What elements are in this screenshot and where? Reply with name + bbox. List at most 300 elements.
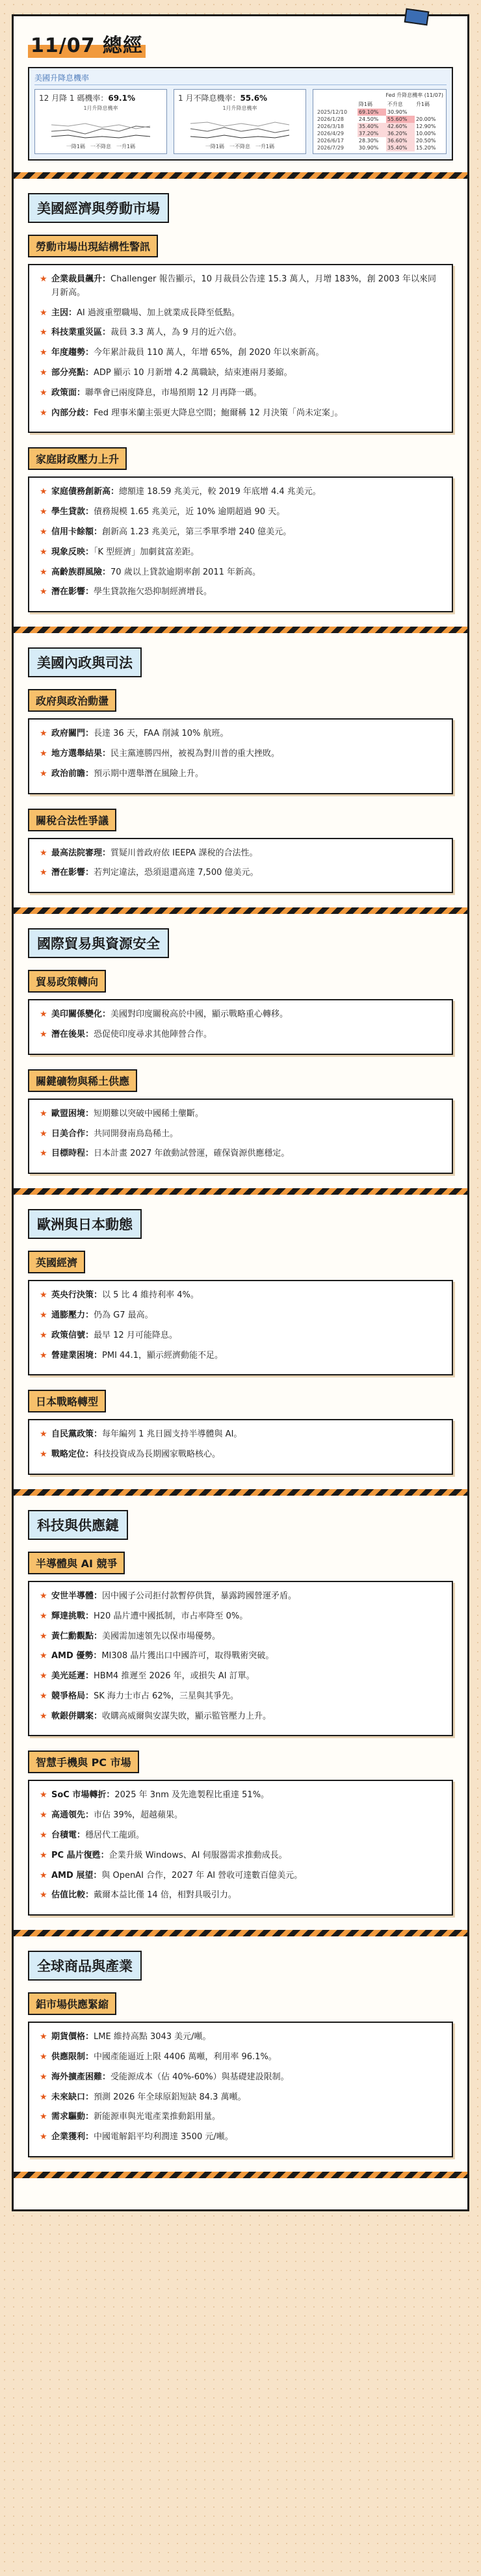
odds-cell: 2026/1/28 [317,116,344,122]
odds-row [316,137,443,144]
list-item [40,407,441,421]
item-label: 歐盟困境： [51,1108,94,1119]
star-icon: ★ [40,1029,47,1039]
item-label: 政治前瞻： [51,768,94,779]
item-body: 每年編列 1 兆日圓支持半導體與 AI。 [102,1429,242,1440]
subsection [28,235,453,433]
subsection [28,447,453,612]
item-text [51,1028,441,1042]
item-label: 信用卡餘額： [51,527,103,537]
subsection-title: 勞動市場出現結構性警訊 [28,235,158,257]
list-item [40,748,441,761]
list-item [40,2071,441,2085]
star-icon: ★ [40,1790,47,1801]
item-body: HBM4 推遲至 2026 年，或損失 AI 訂單。 [94,1671,255,1682]
dec-cut-card [34,89,167,154]
item-label: AMD 優勢： [51,1651,102,1661]
item-text [51,2031,441,2044]
item-body: 新能源車與光電產業推動鋁用量。 [94,2112,221,2122]
item-label: 台積電： [51,1830,86,1841]
odds-cell: 30.90% [387,109,408,115]
star-icon: ★ [40,1128,47,1139]
odds-cell: 15.20% [415,145,436,151]
odds-cell: 28.30% [358,138,379,144]
item-text [51,1128,441,1141]
list-item [40,1128,441,1141]
item-label: 估值比較： [51,1890,94,1901]
item-label: 英央行決策： [51,1290,103,1301]
odds-cell: 12.90% [415,124,436,129]
item-body: 科技投資成為長期國家戰略核心。 [94,1450,221,1460]
star-icon: ★ [40,567,47,577]
subsection [28,809,453,894]
star-icon: ★ [40,868,47,878]
item-body: 共同開發南鳥島稀土。 [94,1128,179,1139]
star-icon: ★ [40,2052,47,2062]
jan-hold-card [174,89,306,154]
item-text [51,1849,441,1863]
item-text [51,1789,441,1802]
item-label: 競爭格局： [51,1691,94,1701]
item-body: 收購高威爾與安謀失敗，顯示監管壓力上升。 [102,1711,272,1721]
star-icon: ★ [40,1631,47,1641]
list-item [40,1309,441,1323]
star-icon: ★ [40,1810,47,1821]
item-label: 輝達挑戰： [51,1611,94,1621]
item-text [51,506,441,519]
item-text [51,2111,441,2124]
subsection [28,1552,453,1737]
hazard-stripe-divider [14,1930,467,1936]
item-text [51,1710,441,1724]
item-body: 總額達 18.59 兆美元，較 2019 年底增 4.4 兆美元。 [119,487,321,497]
item-label: 目標時程： [51,1149,94,1159]
list-item [40,1289,441,1303]
item-label: 軟銀併購案： [51,1711,103,1721]
star-icon: ★ [40,547,47,557]
item-text [51,1829,441,1843]
item-body: 2025 年 3nm 及先進製程比重達 51%。 [114,1790,270,1801]
list-item [40,387,441,400]
item-body: 企業升級 Windows、AI 伺服器需求推動成長。 [109,1850,287,1860]
subsection-title: 半導體與 AI 競爭 [28,1552,125,1574]
list-item [40,506,441,519]
list-item [40,1147,441,1161]
mini-line-chart [178,112,302,143]
item-label: 通膨壓力： [51,1310,94,1320]
item-text [51,727,441,741]
subsection-title: 政府與政治動盪 [28,689,116,712]
list-item [40,367,441,380]
banner-label: 美國升降息機率 [34,72,447,85]
star-icon: ★ [40,1890,47,1901]
item-body: 受能源成本（佔 40%-60%）與基礎建設限制。 [110,2072,289,2082]
item-body: 最早 12 月可能降息。 [94,1330,177,1340]
item-body: 美國對印度關稅高於中國，顯示戰略重心轉移。 [110,1009,289,1020]
star-icon: ★ [40,487,47,497]
item-text [51,768,441,781]
item-body: 創新高 1.23 兆美元，第三季單季增 240 億美元。 [102,527,292,537]
list-item [40,1789,441,1802]
report-sheet [12,14,469,2211]
bullet-card [28,264,453,433]
item-text [51,486,441,499]
item-text [51,546,441,560]
odds-cell: 2026/4/29 [317,131,344,137]
item-label: 內部分歧： [51,408,94,418]
item-text [51,1349,441,1363]
item-text [51,307,441,320]
mini-chart-legend: 一降1碼 一不降息 一升1碼 [205,144,275,150]
star-icon: ★ [40,2032,47,2042]
item-text [51,346,441,360]
item-text [51,1108,441,1121]
item-text [51,326,441,340]
bullet-card [28,1280,453,1375]
item-text [51,847,441,861]
hazard-stripe-divider [14,1188,467,1195]
item-body: PMI 44.1，顯示經濟動能不足。 [102,1350,223,1360]
list-item [40,1590,441,1604]
odds-row [316,123,443,130]
item-text [51,1610,441,1624]
list-item [40,1610,441,1624]
item-body: 仍為 G7 最高。 [94,1310,153,1320]
item-text [51,407,441,421]
item-label: 需求驅動： [51,2112,94,2122]
item-text [51,1448,441,1462]
star-icon: ★ [40,1671,47,1682]
odds-cell: 36.20% [386,130,415,137]
bullet-card [28,838,453,894]
mini-line-chart [39,112,162,143]
item-body: 民主黨連勝四州，被視為對川普的重大挫敗。 [110,748,280,759]
item-label: 海外擴產困難： [51,2072,111,2082]
list-item [40,1670,441,1684]
subsection-title: 英國經濟 [28,1251,85,1273]
item-body: 中國產能逼近上限 4406 萬噸，利用率 96.1%。 [94,2052,277,2062]
list-item [40,1108,441,1121]
star-icon: ★ [40,2072,47,2082]
subsection [28,1992,453,2157]
item-text [51,1690,441,1704]
item-text [51,367,441,380]
star-icon: ★ [40,1870,47,1880]
star-icon: ★ [40,307,47,318]
item-body: Fed 理事米蘭主張更大降息空間；鮑爾稱 12 月決策「尚未定案」。 [94,408,343,418]
item-body: 中國電解鋁平均利潤達 3500 元/噸。 [94,2132,233,2142]
list-item [40,1650,441,1663]
item-text [51,526,441,540]
item-body: 戴爾本益比僅 14 倍，相對具吸引力。 [94,1890,237,1901]
item-text [51,2051,441,2064]
odds-cell: 42.60% [386,123,415,130]
section-title: 全球商品與產業 [28,1951,142,1981]
star-icon: ★ [40,328,47,338]
subsection [28,1251,453,1375]
item-label: 主因： [51,307,77,318]
list-item [40,1008,441,1022]
item-text [51,1309,441,1323]
list-item [40,1889,441,1903]
list-item [40,1428,441,1442]
subsection-title: 關鍵礦物與稀土供應 [28,1069,137,1092]
item-label: 企業獲利： [51,2132,94,2142]
odds-cell: 30.90% [358,145,379,151]
item-label: SoC 市場轉折： [51,1790,115,1801]
star-icon: ★ [40,1651,47,1661]
list-item [40,1710,441,1724]
item-body: 長達 36 天，FAA 削減 10% 航班。 [94,729,229,739]
list-item [40,307,441,320]
item-label: 現象反映： [51,547,94,557]
item-text [51,2091,441,2105]
list-item [40,866,441,880]
item-body: 今年累計裁員 110 萬人，年增 65%，創 2020 年以來新高。 [94,348,324,358]
list-item [40,2031,441,2044]
mini-chart-title: 1月升降息機率 [222,105,257,111]
item-label: AMD 展望： [51,1870,102,1880]
item-text [51,1809,441,1823]
star-icon: ★ [40,748,47,759]
item-label: 政策信號： [51,1330,94,1340]
odds-cell: 20.50% [415,138,436,144]
section-title: 歐洲與日本動態 [28,1209,142,1239]
star-icon: ★ [40,1330,47,1340]
subsection-title: 家庭財政壓力上升 [28,447,127,470]
item-body: 「K 型經濟」加劇貧富差距。 [94,547,200,557]
star-icon: ★ [40,1290,47,1301]
item-body: 以 5 比 4 維持利率 4%。 [102,1290,199,1301]
section-title: 國際貿易與資源安全 [28,928,169,958]
odds-cell: 20.00% [415,116,436,122]
item-body: ADP 顯示 10 月新增 4.2 萬職缺，結束連兩月萎縮。 [94,367,292,378]
hazard-stripe-divider [14,1489,467,1496]
odds-cell [415,109,443,116]
item-body: 預示期中選舉潛在風險上升。 [94,768,204,779]
odds-cell: 2026/3/18 [317,124,344,129]
list-item [40,1349,441,1363]
item-text [51,1650,441,1663]
rate-probability-banner [28,67,453,161]
item-text [51,1329,441,1343]
item-body: 預測 2026 年全球原鋁短缺 84.3 萬噸。 [94,2092,246,2102]
mini-chart-title: 1月升降息機率 [83,105,118,111]
list-item [40,586,441,599]
list-item [40,847,441,861]
odds-row [316,116,443,123]
mini-chart-legend: 一降1碼 一不降息 一升1碼 [66,144,136,150]
item-label: 戰略定位： [51,1450,94,1460]
item-label: 美光延遲： [51,1671,94,1682]
item-body: 美國需加速領先以保市場優勢。 [102,1631,221,1641]
odds-cell: 69.10% [358,109,386,116]
odds-cell: 24.50% [358,116,379,122]
item-label: 科技業重災區： [51,328,111,338]
star-icon: ★ [40,1149,47,1159]
list-item [40,2111,441,2124]
star-icon: ★ [40,507,47,517]
star-icon: ★ [40,1108,47,1119]
item-label: 年度趨勢： [51,348,94,358]
item-label: 政策面： [51,387,86,398]
star-icon: ★ [40,1691,47,1701]
star-icon: ★ [40,1711,47,1721]
hazard-stripe-divider [14,172,467,179]
star-icon: ★ [40,387,47,398]
bullet-card [28,1419,453,1475]
item-label: PC 晶片復甦： [51,1850,109,1860]
list-item [40,1809,441,1823]
star-icon: ★ [40,1450,47,1460]
item-text [51,1630,441,1644]
hazard-stripe-divider [14,627,467,633]
list-item [40,486,441,499]
bullet-card [28,999,453,1055]
star-icon: ★ [40,587,47,597]
item-body: SK 海力士市占 62%，三星與其爭先。 [94,1691,239,1701]
odds-cell: 2026/7/29 [317,145,344,151]
item-text [51,1889,441,1903]
subsection-title: 日本戰略轉型 [28,1390,106,1412]
item-label: 部分亮點： [51,367,94,378]
star-icon: ★ [40,2112,47,2122]
bullet-card [28,1099,453,1174]
list-item [40,768,441,781]
item-text [51,866,441,880]
subsection-title: 關稅合法性爭議 [28,809,116,831]
subsection-title: 貿易政策轉向 [28,970,106,993]
item-label: 日美合作： [51,1128,94,1139]
list-item [40,546,441,560]
star-icon: ★ [40,527,47,537]
star-icon: ★ [40,274,47,284]
hazard-stripe-divider [14,907,467,914]
item-label: 地方選舉結果： [51,748,111,759]
item-body: 短期難以突破中國稀土壟斷。 [94,1108,204,1119]
item-text [51,2071,441,2085]
list-item [40,1630,441,1644]
item-label: 安世半導體： [51,1591,103,1601]
star-icon: ★ [40,1850,47,1860]
item-body: 日本計畫 2027 年啟動試營運，確保資源供應穩定。 [94,1149,290,1159]
odds-cell: 35.40% [386,144,415,151]
subsection [28,689,453,794]
odds-cell: 36.60% [386,137,415,144]
card-headline: 12 月降 1 碼機率：69.1% [39,94,135,103]
item-text [51,1590,441,1604]
item-text [51,273,441,300]
star-icon: ★ [40,768,47,779]
fed-odds-table: Fed 升降息機率 (11/07) 降1碼 不升息 升1碼 2025/12/10 69.10% 30.90% 2026/1/28 24.50% 55.60% 20.00% 2026/3/18 35.40% 42.60% 12.90% 2026/4/29 37.20% 36.20% 10.00% 2026/6/17 28.30% 36.60% 20.50% 2026/7/29 30.90% 35.40% 15.20% [313,89,447,154]
item-text [51,748,441,761]
subsection [28,1750,453,1916]
star-icon: ★ [40,1830,47,1841]
list-item [40,1849,441,1863]
item-label: 學生貸款： [51,507,94,517]
item-body: 聯準會已兩度降息，市場預期 12 月再降一碼。 [85,387,262,398]
item-label: 未來缺口： [51,2092,94,2102]
item-label: 高齡族群風險： [51,567,111,577]
section-title: 美國經濟與勞動市場 [28,193,169,223]
list-item [40,1869,441,1883]
item-text [51,1289,441,1303]
subsection [28,1390,453,1475]
list-item [40,2051,441,2064]
item-text [51,1428,441,1442]
item-label: 黃仁勳觀點： [51,1631,103,1641]
bullet-card [28,1581,453,1737]
item-text [51,1869,441,1883]
item-label: 潛在影響： [51,587,94,597]
item-body: LME 維持高點 3043 美元/噸。 [94,2032,211,2042]
star-icon: ★ [40,729,47,739]
item-label: 企業裁員飆升： [51,274,111,284]
bullet-card [28,476,453,612]
list-item [40,326,441,340]
list-item [40,1829,441,1843]
list-item [40,2091,441,2105]
odds-cell: 37.20% [358,130,386,137]
list-item [40,526,441,540]
item-body: 若判定違法，恐須退還高達 7,500 億美元。 [94,868,259,878]
odds-cell: 2025/12/10 [317,109,348,115]
item-body: 學生貸款拖欠恐抑制經濟增長。 [94,587,213,597]
item-body: 因中國子公司拒付款暫停供貨，暴露跨國營運矛盾。 [102,1591,297,1601]
star-icon: ★ [40,2092,47,2102]
star-icon: ★ [40,367,47,378]
star-icon: ★ [40,408,47,418]
odds-cell: 2026/6/17 [317,138,344,144]
item-body: 市佔 39%，超越蘋果。 [94,1810,183,1821]
item-body: Challenger 報告顯示，10 月裁員公告達 15.3 萬人，月增 183%，創 2003 年以來同月新高。 [51,274,437,298]
item-body: H20 晶片遭中國抵制，市占率降至 0%。 [94,1611,248,1621]
bullet-card [28,2022,453,2157]
item-body: 質疑川普政府依 IEEPA 課稅的合法性。 [110,848,258,858]
star-icon: ★ [40,1429,47,1440]
card-headline: 1 月不降息機率：55.6% [178,94,268,103]
star-icon: ★ [40,848,47,858]
item-text [51,1147,441,1161]
odds-cell: 55.60% [386,116,415,123]
subsection [28,970,453,1055]
item-text [51,1008,441,1022]
star-icon: ★ [40,1350,47,1360]
star-icon: ★ [40,1009,47,1020]
item-label: 美印關係變化： [51,1009,111,1020]
item-label: 高通領先： [51,1810,94,1821]
list-item [40,566,441,580]
hazard-stripe-divider [14,2172,467,2178]
star-icon: ★ [40,1611,47,1621]
item-text [51,566,441,580]
item-label: 營建業困境： [51,1350,103,1360]
subsection-title: 鋁市場供應緊縮 [28,1992,116,2015]
item-body: 穩居代工龍頭。 [85,1830,145,1841]
list-item [40,346,441,360]
item-label: 政府關門： [51,729,94,739]
odds-row [316,109,443,116]
list-item [40,1028,441,1042]
odds-table-title: Fed 升降息機率 (11/07) [385,92,443,98]
list-item [40,1329,441,1343]
section-title: 美國內政與司法 [28,647,142,677]
item-label: 最高法院審理： [51,848,111,858]
item-text [51,2131,441,2144]
item-text [51,387,441,400]
item-label: 潛在後果： [51,1029,94,1039]
tape-decoration [404,8,430,26]
